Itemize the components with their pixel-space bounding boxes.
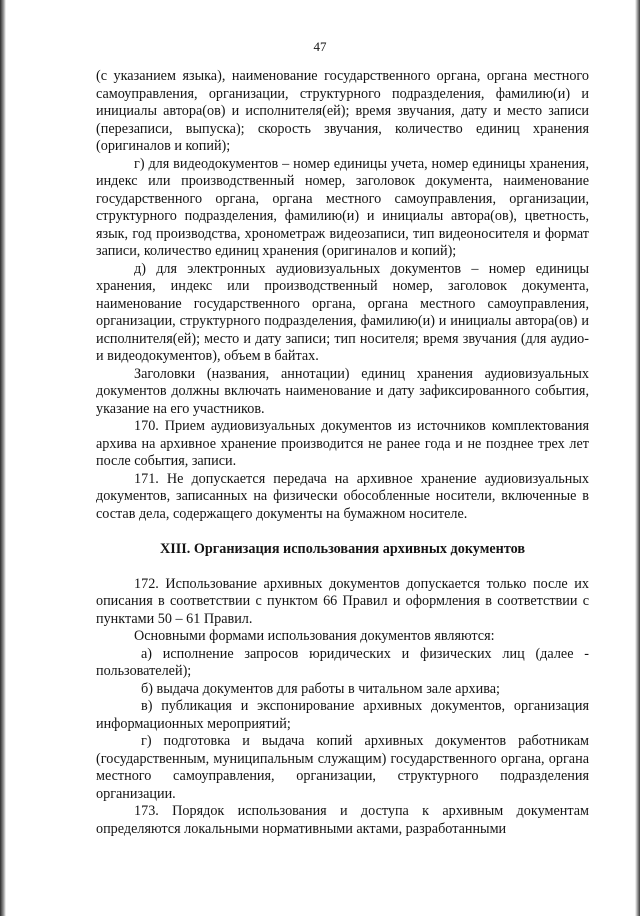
- paragraph-clause-172: 172. Использование архивных документов допускается только после их описания в соответствии с пунктом 66 Правил и оформления в соответствии с пунктами 50 – 61 Правил.: [96, 575, 589, 627]
- page-number: 47: [313, 39, 327, 54]
- scan-edge-left: [0, 0, 6, 916]
- paragraph-headings-rule: Заголовки (названия, аннотации) единиц хранения аудиовизуальных документов должны включать наименование и дату зафиксированного события, указание на его участников.: [96, 365, 589, 417]
- document-body: [96, 68, 589, 838]
- list-item-v: в) публикация и экспонирование архивных документов, организация информационных мероприятий;: [96, 698, 589, 732]
- paragraph-clause-170: 170. Прием аудиовизуальных документов из источников комплектования архива на архивное хранение производится не ранее года и не позднее трех лет после события, записи.: [96, 418, 589, 469]
- paragraph-electronic-docs: д) для электронных аудиовизуальных документов – номер единицы хранения, индекс или производственный номер, заголовок документа, наименование государственного органа, органа местного самоуправления, организации, структурного подразделения, фамилию(и) и инициалы автора(ов) и исполнителя(ей); место и дату записи; тип носителя; время звучания (для аудио- и видеодокументов), объем в байтах.: [96, 260, 589, 364]
- paragraph-video-docs: г) для видеодокументов – номер единицы учета, номер единицы хранения, индекс или производственный номер, заголовок документа, наименование государственного органа, органа местного самоуправления, организации, структурного подразделения, фамилию(и) и инициалы автора(ов), цветность, язык, год производства, хронометраж видеозаписи, тип видеоносителя и формат записи, количество единиц хранения (оригиналов и копий);: [96, 155, 589, 259]
- scan-edge-right: [635, 0, 640, 916]
- list-item-g: г) подготовка и выдача копий архивных документов работникам (государственным, муниципальным служащим) государственного органа, органа местного самоуправления, организации, структурного подразделения организации.: [96, 733, 589, 802]
- section-heading: XIII. Организация использования архивных документов: [159, 541, 526, 557]
- paragraph-clause-173: 173. Порядок использования и доступа к архивным документам определяются локальными нормативными актами, разработанными: [96, 803, 589, 837]
- list-item-b: б) выдача документов для работы в читальном зале архива;: [141, 680, 500, 697]
- list-item-a: а) исполнение запросов юридических и физических лиц (далее - пользователей);: [96, 645, 589, 679]
- paragraph-clause-171: 171. Не допускается передача на архивное хранение аудиовизуальных документов, записанных на физически обособленные носители, включенные в состав дела, содержащего документы на бумажном носителе.: [96, 470, 589, 522]
- paragraph-forms-intro: Основными формами использования документов являются:: [134, 628, 495, 644]
- paragraph-audio-continuation: (с указанием языка), наименование государственного органа, органа местного самоуправления, организации, структурного подразделения, фамилию(и) и инициалы автора(ов) и исполнителя(ей); время звучания, дату и место записи (перезаписи, выпуска); скорость звучания, количество единиц хранения (оригиналов и копий);: [96, 68, 589, 154]
